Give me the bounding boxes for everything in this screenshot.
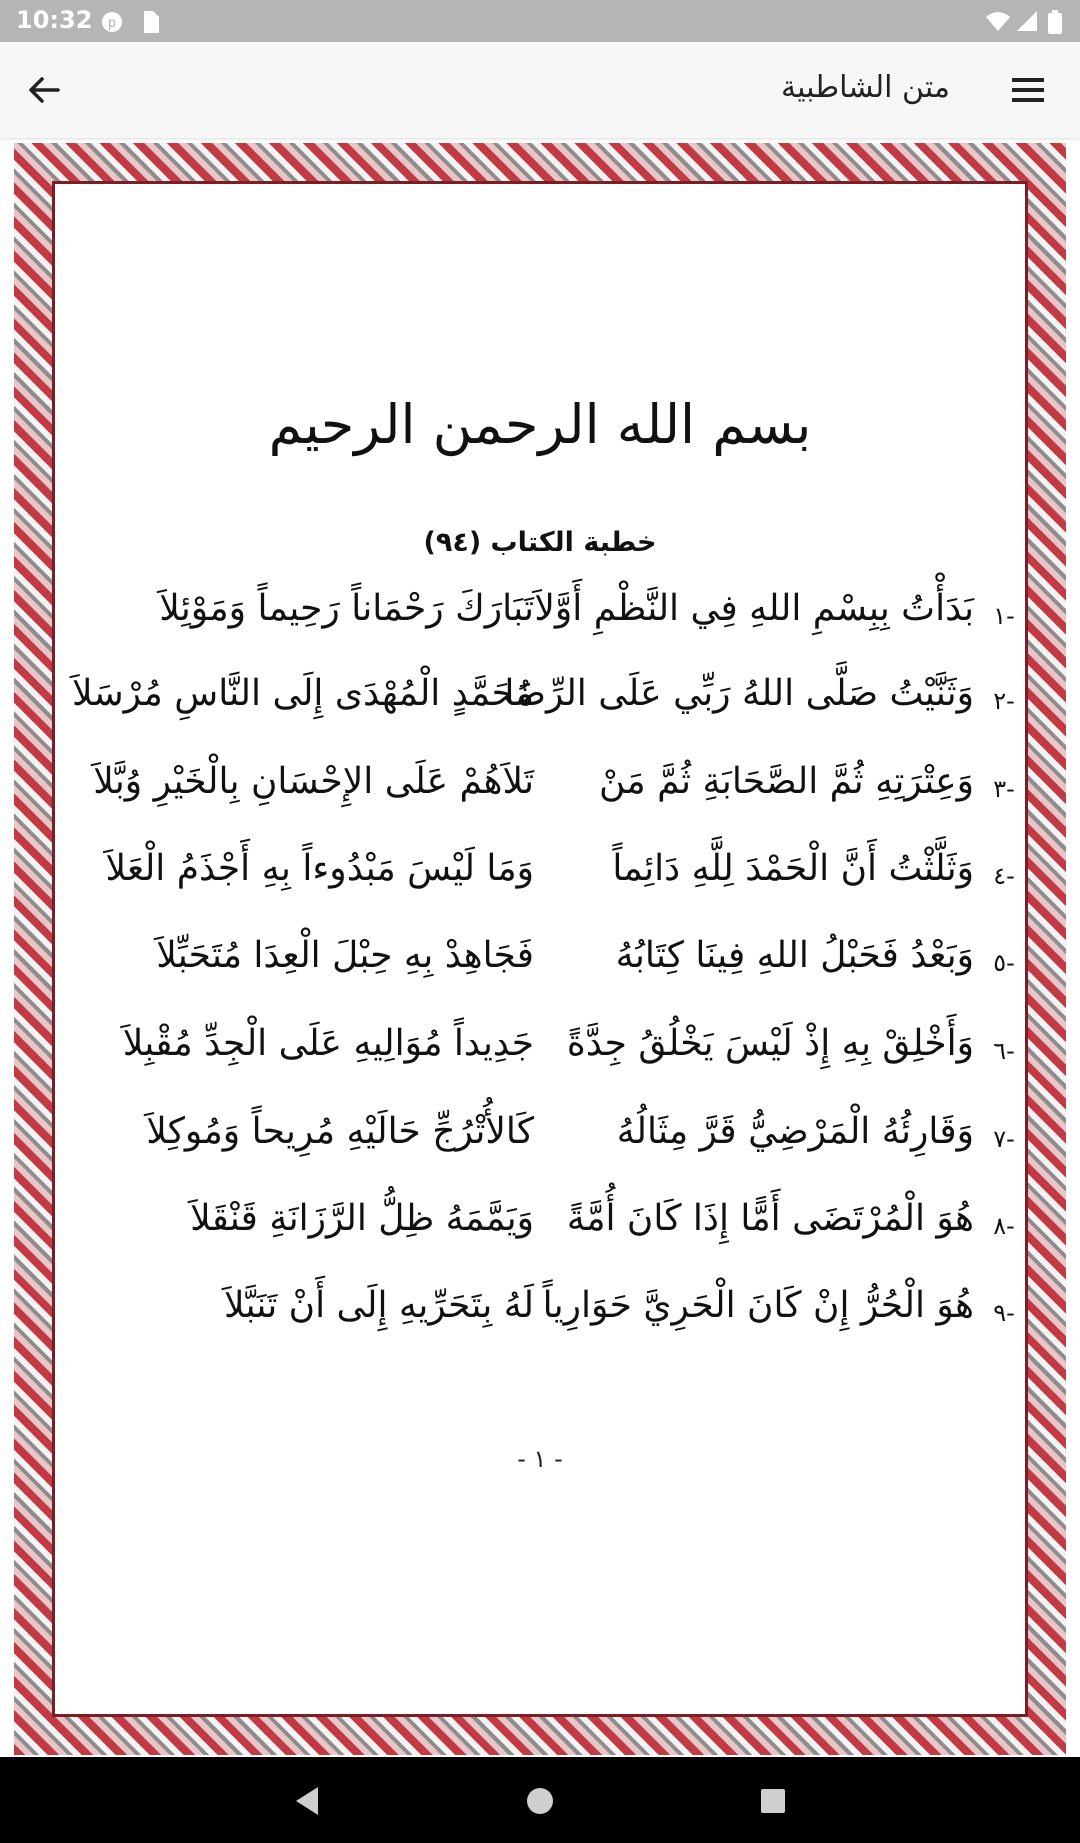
section-title: خطبة الكتاب (٩٤) (423, 527, 657, 558)
verse-second-hemistich: مُحَمَّدٍ الْمُهْدَى إِلَى النَّاسِ مُرْسَلاَ (72, 673, 534, 714)
verse-second-hemistich: جَدِيداً مُوَالِيهِ عَلَى الْجِدِّ مُقْبِلاَ (122, 1023, 534, 1064)
nav-home-button[interactable] (522, 1783, 558, 1823)
svg-text:p: p (107, 16, 117, 31)
nav-home-icon (522, 1783, 558, 1819)
verse-second-hemistich: وَمَا لَيْسَ مَبْدُوءاً بِهِ أَجْذَمُ الْعَلاَ (105, 848, 534, 889)
verse-number: -٨ (993, 1212, 1015, 1240)
verse-second-hemistich: فَجَاهِدْ بِهِ حِبْلَ الْعِدَا مُتَحَبِّلاَ (156, 935, 534, 976)
book-page (14, 143, 1066, 1755)
verse-number: -٢ (993, 687, 1015, 715)
verse-first-hemistich: وَقَارِئُهُ الْمَرْضِيُّ قَرَّ مِثَالُهُ (616, 1111, 974, 1152)
battery-icon (1048, 10, 1062, 38)
verse-second-hemistich: لَهُ بِتَحَرِّيهِ إِلَى أَنْ تَنَبَّلاَ (224, 1285, 534, 1326)
verse-row (72, 673, 1034, 753)
verse-row (94, 1111, 1034, 1191)
verse-first-hemistich: وَأَخْلِقْ بِهِ إِذْ لَيْسَ يَخْلُقُ جِدَّةً (566, 1023, 974, 1064)
verse-first-hemistich: وَعِتْرَتِهِ ثُمَّ الصَّحَابَةِ ثُمَّ مَنْ (598, 761, 974, 802)
verse-first-hemistich: هُوَ الْمُرْتَضَى أَمًّا إِذَا كَانَ أُمَّةً (566, 1198, 974, 1239)
verse-row (94, 1023, 1034, 1103)
verse-second-hemistich: وَيَمَّمَهُ ظِلُّ الرَّزَانَةِ قَنْقَلاَ (190, 1198, 534, 1239)
verse-first-hemistich: وَبَعْدُ فَحَبْلُ اللهِ فِينَا كِتَابُهُ (615, 935, 974, 976)
verse-first-hemistich: وَثَلَّثْتُ أَنَّ الْحَمْدَ لِلَّهِ دَائِماً (612, 848, 974, 889)
verse-number: -٤ (993, 862, 1015, 890)
verse-number: -٩ (993, 1299, 1015, 1327)
hamburger-menu-icon (1008, 72, 1048, 108)
nav-back-icon (290, 1783, 326, 1819)
status-time: 10:32 (16, 6, 93, 34)
page-number: - ١ - (517, 1445, 563, 1473)
verse-first-hemistich: وَثَنَّيْتُ صَلَّى اللهُ رَبِّي عَلَى الرِّضَا (504, 673, 974, 714)
verse-row (94, 935, 1034, 1015)
verse-row (94, 588, 1034, 668)
verse-row (94, 1285, 1034, 1365)
verse-number: -٧ (993, 1125, 1015, 1153)
verses-list (54, 183, 1026, 1715)
nav-recent-button[interactable] (758, 1786, 788, 1820)
nav-back-button[interactable] (290, 1783, 326, 1823)
verse-row (94, 848, 1034, 928)
page-title: متن الشاطبية (781, 70, 950, 105)
arrow-left-icon (22, 68, 66, 112)
verse-second-hemistich: كَالأُتْرُجِّ حَالَيْهِ مُرِيحاً وَمُوكِلاَ (146, 1111, 534, 1152)
verse-number: -١ (993, 602, 1015, 630)
wifi-icon (985, 10, 1011, 36)
notification-icon (100, 10, 124, 38)
menu-button[interactable] (1008, 72, 1048, 108)
status-bar (0, 0, 1080, 42)
verse-row (94, 1198, 1034, 1278)
app-bar (0, 42, 1080, 138)
verse-second-hemistich: تَبَارَكَ رَحْمَاناً رَحِيماً وَمَوْئِلاَ (159, 588, 534, 629)
navigation-bar (0, 1757, 1080, 1843)
sim-card-icon (140, 10, 160, 38)
verse-number: -٦ (993, 1037, 1015, 1065)
verse-first-hemistich: هُوَ الْحُرُّ إِنْ كَانَ الْحَرِيَّ حَوَارِياً (542, 1285, 974, 1326)
signal-icon (1016, 10, 1038, 36)
verse-first-hemistich: بَدَأْتُ بِبِسْمِ اللهِ فِي النَّظْمِ أَوَّلاَ (534, 588, 974, 629)
verse-number: -٥ (993, 949, 1015, 977)
verse-second-hemistich: تَلاَهُمْ عَلَى الإِحْسَانِ بِالْخَيْرِ وُبَّلاَ (93, 761, 534, 802)
basmala-text: بسم الله الرحمن الرحيم (268, 393, 812, 456)
back-button[interactable] (22, 68, 66, 112)
verse-row (94, 761, 1034, 841)
verse-number: -٣ (993, 775, 1015, 803)
nav-recent-icon (758, 1786, 788, 1816)
